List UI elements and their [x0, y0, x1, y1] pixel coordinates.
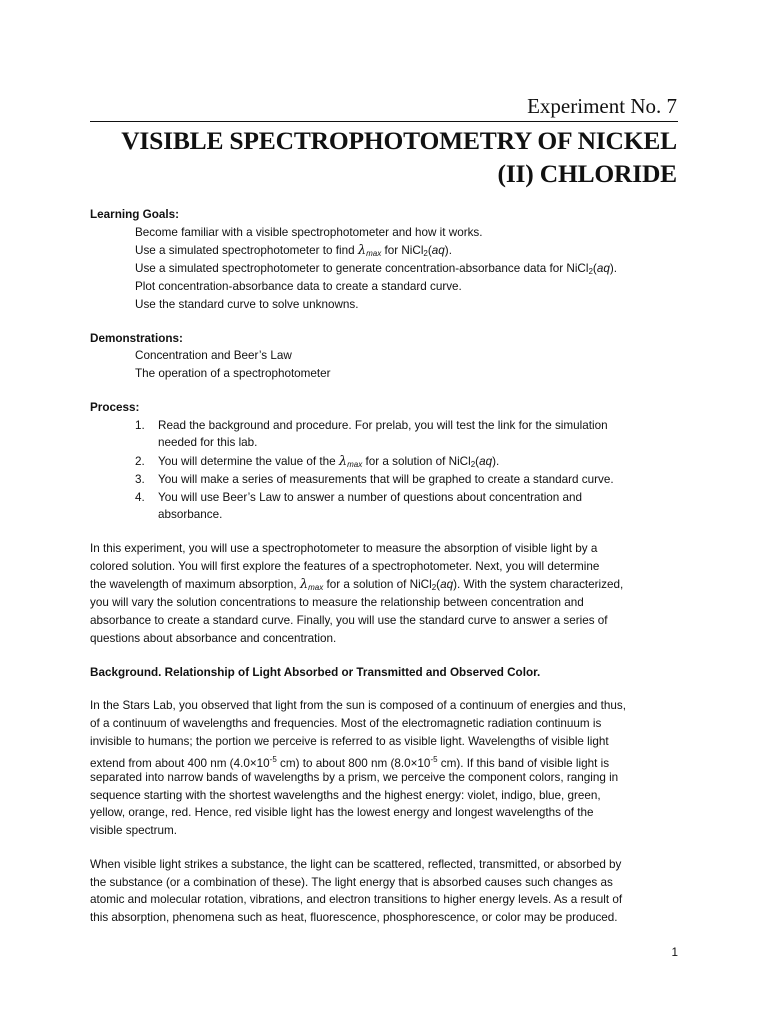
- goal-item: Use the standard curve to solve unknowns.: [135, 298, 359, 311]
- absorb-line: the substance (or a combination of these). The light energy that is absorbed causes such changes as: [90, 876, 613, 889]
- step-text: absorbance.: [158, 508, 223, 521]
- absorb-line: atomic and molecular rotation, vibrations, and electron transitions to higher energy levels. As a result of: [90, 893, 623, 906]
- demonstration-item: Concentration and Beer’s Law: [135, 349, 292, 362]
- goal-item: Plot concentration-absorbance data to create a standard curve.: [135, 280, 462, 293]
- intro-line: questions about absorbance and concentration.: [90, 632, 337, 645]
- experiment-number: Experiment No. 7: [527, 94, 677, 118]
- demonstrations-heading: Demonstrations:: [90, 332, 183, 345]
- absorb-line: this absorption, phenomena such as heat, fluorescence, phosphorescence, or color may be produced.: [90, 911, 618, 924]
- step-number: 1.: [135, 419, 145, 432]
- intro-line: In this experiment, you will use a spectrophotometer to measure the absorption of visible light by a: [90, 542, 598, 555]
- title-line-2: (II) CHLORIDE: [497, 159, 677, 188]
- stars-line: extend from about 400 nm ($4.0\times 10^{-5}$ cm) to about 800 nm ($8.0\times 10^{-5}$ cm). If this band of visible light is: [90, 755, 610, 770]
- intro-line: colored solution. You will first explore the features of a spectrophotometer. Next, you will determine: [90, 560, 600, 573]
- page-number: 1: [671, 946, 678, 959]
- goal-item: Use a simulated spectrophotometer to find λmax for NiCl$_2$(aq).: [135, 243, 452, 258]
- stars-line: sequence starting with the shortest wavelengths and the highest energy: violet, indigo, blue, green,: [90, 789, 601, 802]
- intro-line: absorbance to create a standard curve. Finally, you will use the standard curve to answer a series of: [90, 614, 608, 627]
- learning-goals-heading: Learning Goals:: [90, 208, 179, 221]
- stars-line: of a continuum of wavelengths and frequencies. Most of the electromagnetic radiation continuum is: [90, 717, 602, 730]
- stars-line: yellow, orange, red. Hence, red visible light has the lowest energy and longest wavelengths of the: [90, 806, 594, 819]
- stars-line: visible spectrum.: [90, 824, 178, 837]
- page-title: [121, 124, 677, 190]
- step-text: needed for this lab.: [158, 436, 258, 449]
- header-rule: [90, 121, 678, 122]
- stars-line: separated into narrow bands of wavelengths by a prism, we perceive the component colors, ranging in: [90, 771, 619, 784]
- step-text: You will make a series of measurements that will be graphed to create a standard curve.: [158, 473, 614, 486]
- intro-line: the wavelength of maximum absorption, λmax for a solution of NiCl$_2$(aq). With the system characterized,: [90, 577, 624, 592]
- process-heading: Process:: [90, 401, 140, 414]
- demonstration-item: The operation of a spectrophotometer: [135, 367, 331, 380]
- step-number: 2.: [135, 455, 145, 468]
- intro-line: you will vary the solution concentrations to measure the relationship between concentration and: [90, 596, 584, 609]
- step-number: 3.: [135, 473, 145, 486]
- stars-line: In the Stars Lab, you observed that light from the sun is composed of a continuum of energies and thus,: [90, 699, 626, 712]
- step-text: You will determine the value of the λmax for a solution of NiCl$_2$(aq).: [158, 454, 500, 469]
- title-line-1: VISIBLE SPECTROPHOTOMETRY OF NICKEL: [121, 126, 677, 155]
- step-text: You will use Beer’s Law to answer a number of questions about concentration and: [158, 491, 583, 504]
- background-heading: Background. Relationship of Light Absorbed or Transmitted and Observed Color.: [90, 666, 541, 679]
- step-text: Read the background and procedure. For prelab, you will test the link for the simulation: [158, 419, 608, 432]
- step-number: 4.: [135, 491, 145, 504]
- stars-line: invisible to humans; the portion we perceive is referred to as visible light. Wavelengths of visible light: [90, 735, 609, 748]
- absorb-line: When visible light strikes a substance, the light can be scattered, reflected, transmitted, or absorbed by: [90, 858, 622, 871]
- goal-item: Use a simulated spectrophotometer to generate concentration-absorbance data for NiCl$_2$(aq).: [135, 262, 617, 276]
- goal-item: Become familiar with a visible spectrophotometer and how it works.: [135, 226, 483, 239]
